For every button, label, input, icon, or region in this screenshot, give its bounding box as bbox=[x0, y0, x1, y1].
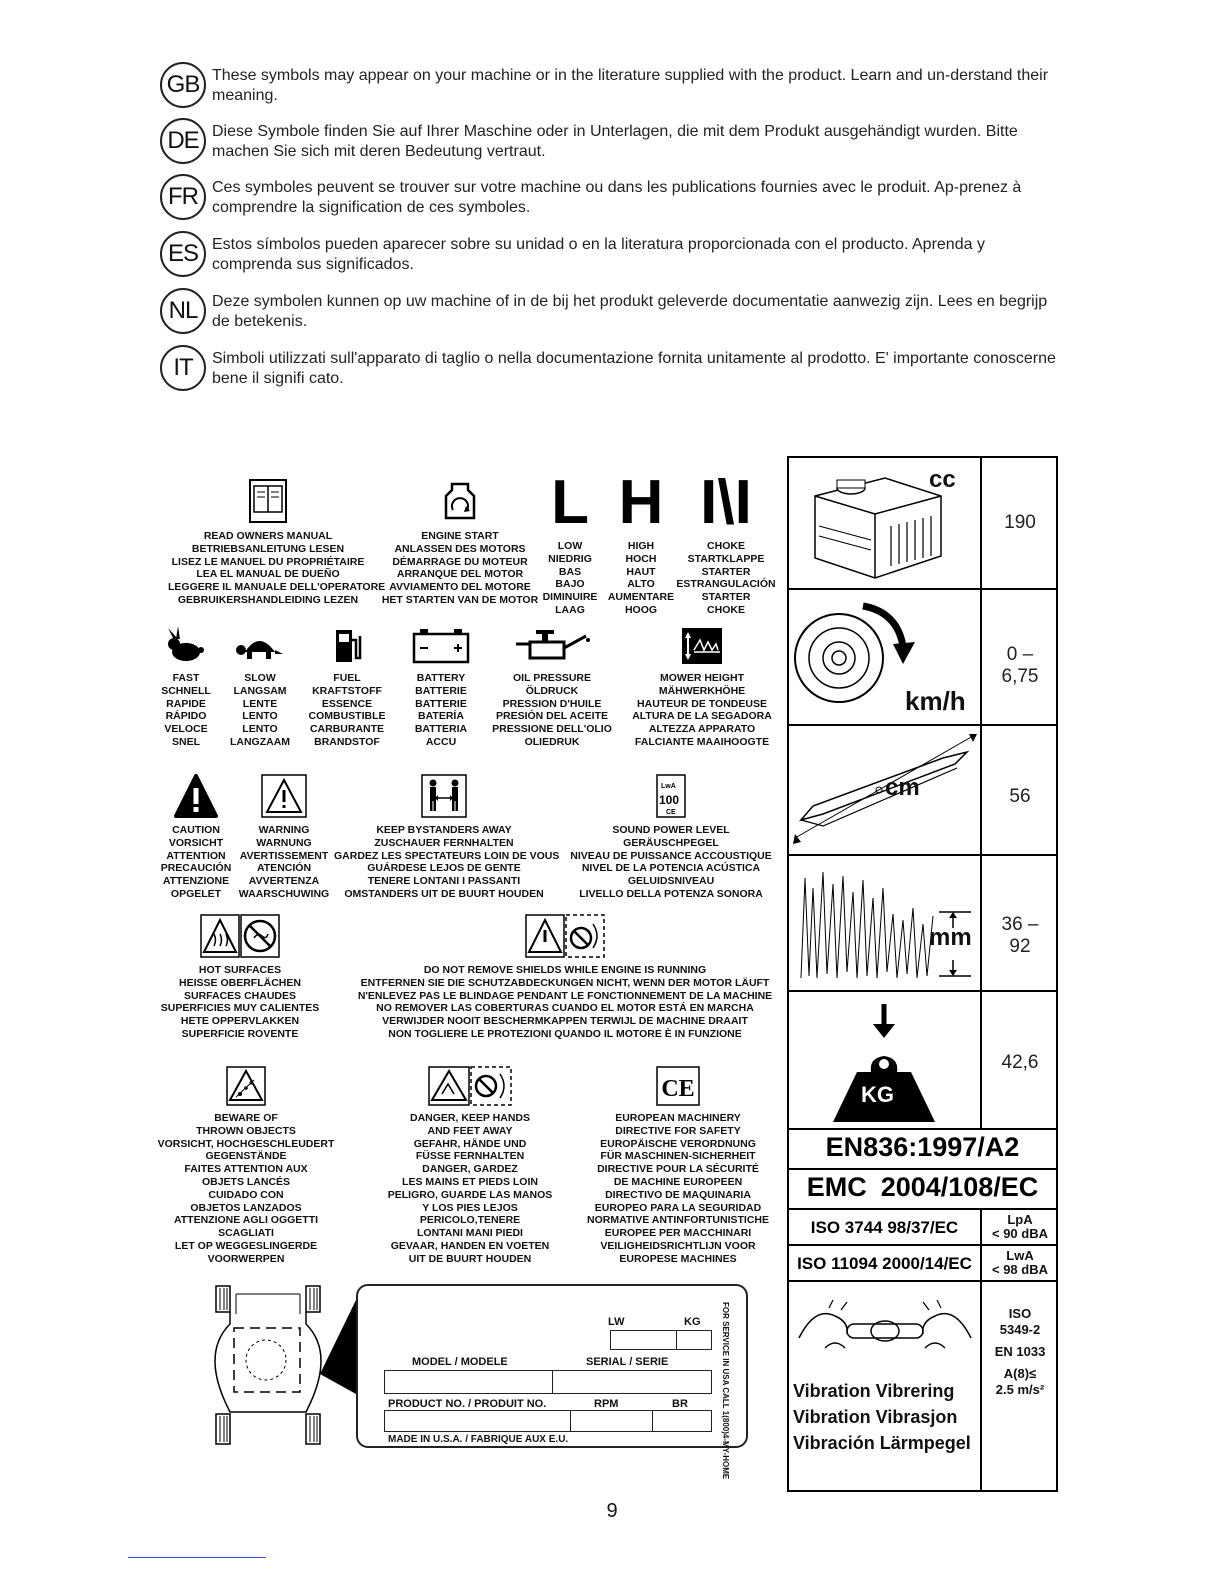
label-line: GEVAAR, HANDEN EN VOETEN bbox=[390, 1239, 550, 1252]
bystanders-group bbox=[334, 774, 560, 901]
plate-rpm-divider bbox=[570, 1410, 571, 1432]
manual-icon bbox=[168, 478, 368, 524]
label-line: THROWN OBJECTS bbox=[196, 1124, 296, 1137]
label-line: NORMATIVE ANTINFORTUNISTICHE bbox=[587, 1214, 769, 1227]
eu-directive-labels bbox=[580, 1112, 776, 1266]
label-line: DO NOT REMOVE SHIELDS WHILE ENGINE IS RUNNING bbox=[423, 964, 707, 976]
vib-std-line: A(8)≤ bbox=[1003, 1366, 1037, 1381]
battery-labels bbox=[396, 672, 486, 749]
speed-unit: km/h bbox=[905, 686, 966, 716]
label-line: AND FEET AWAY bbox=[427, 1124, 513, 1137]
label-line: ATTENTION bbox=[166, 849, 226, 862]
read-manual-group bbox=[168, 478, 386, 607]
thrown-objects-group bbox=[148, 1066, 344, 1266]
engine-start-group bbox=[380, 478, 540, 607]
label-line: LISEZ LE MANUEL DU PROPRIÉTAIRE bbox=[171, 555, 365, 568]
caution-icon bbox=[158, 774, 234, 818]
label-line: LONTANI MANI PIEDI bbox=[417, 1227, 523, 1240]
label-line: LEGGERE IL MANUALE DELL'OPERATORE bbox=[168, 581, 386, 594]
plate-br-divider bbox=[652, 1410, 653, 1432]
label-line: BATERÍA bbox=[418, 710, 464, 723]
gb-badge: GB bbox=[160, 62, 206, 108]
label-line: ALTO bbox=[627, 578, 655, 591]
label-line: SOUND POWER LEVEL bbox=[612, 824, 730, 836]
label-line: FAST bbox=[172, 672, 200, 684]
page-number: 9 bbox=[606, 1500, 618, 1522]
label-line: ENGINE START bbox=[421, 530, 499, 542]
label-line: HIGH bbox=[627, 540, 655, 552]
product-label-plate bbox=[356, 1284, 748, 1480]
label-line: NIVEL DE LA POTENCIA ACÚSTICA bbox=[581, 862, 761, 875]
label-line: BATTERIE bbox=[415, 697, 467, 710]
fuel-labels bbox=[300, 672, 394, 749]
label-line: FALCIANTE MAAIHOOGTE bbox=[634, 735, 770, 748]
speed-value-line-1: 0 – bbox=[1006, 644, 1034, 665]
label-line: WARNUNG bbox=[256, 836, 312, 849]
label-line: LANGSAM bbox=[233, 684, 287, 697]
vibration-line-1: Vibration Vibrering bbox=[793, 1381, 955, 1401]
intro-fr bbox=[160, 178, 1060, 220]
label-line: KRAFTSTOFF bbox=[312, 684, 382, 697]
fuel-group bbox=[300, 626, 394, 749]
label-line: HET STARTEN VAN DE MOTOR bbox=[381, 593, 539, 606]
label-line: OBJETOS LANZADOS bbox=[190, 1201, 302, 1214]
intro-it bbox=[160, 349, 1060, 391]
de-badge: DE bbox=[160, 118, 206, 164]
label-line: OPGELET bbox=[170, 887, 222, 900]
hands-feet-icon bbox=[372, 1066, 568, 1106]
shield-warning-icon bbox=[340, 914, 790, 958]
lpa-value: < 90 dBA bbox=[992, 1226, 1048, 1241]
weight-value: 42,6 bbox=[1001, 1052, 1039, 1073]
engine-row bbox=[789, 458, 1056, 590]
label-line: BRANDSTOF bbox=[314, 735, 380, 748]
engine-start-labels bbox=[380, 530, 540, 607]
low-group bbox=[540, 468, 600, 617]
plate-model-serial-divider bbox=[552, 1370, 553, 1394]
blade-row bbox=[789, 726, 1056, 856]
intro-fr-text: Ces symboles peuvent se trouver sur votre machine ou dans les publications fournies avec le produit. Ap-prenez à comprendre la signification de ces symboles. bbox=[212, 179, 1022, 216]
mini-ce: CE bbox=[666, 809, 676, 816]
label-line: DE MACHINE EUROPEEN bbox=[613, 1175, 743, 1188]
label-line: N'ENLEVEZ PAS LE BLINDAGE PENDANT LE FONCTIONNEMENT DE LA MACHINE bbox=[357, 989, 773, 1002]
ce-text: CE bbox=[661, 1076, 695, 1102]
sound-power-labels bbox=[556, 824, 786, 901]
label-line: GUÁRDESE LEJOS DE GENTE bbox=[367, 862, 521, 875]
choke-group bbox=[676, 468, 776, 617]
label-line: CUIDADO CON bbox=[208, 1188, 284, 1201]
fast-group bbox=[158, 626, 214, 749]
label-line: AUMENTARE bbox=[607, 591, 675, 604]
label-line: BAJO bbox=[555, 578, 585, 591]
label-line: DIRECTIVO DE MAQUINARIA bbox=[605, 1188, 751, 1201]
label-line: FUEL bbox=[333, 672, 361, 684]
iso-11094-text: ISO 11094 2000/14/EC bbox=[797, 1254, 972, 1273]
hands-feet-labels bbox=[372, 1112, 568, 1266]
label-line: VEILIGHEIDSRICHTLIJN VOOR bbox=[600, 1239, 756, 1252]
label-line: DIMINUIRE bbox=[542, 591, 598, 604]
label-line: HAUTEUR DE TONDEUSE bbox=[637, 697, 767, 710]
label-line: AVERTISSEMENT bbox=[239, 849, 329, 862]
hot-surface-icon bbox=[150, 914, 330, 958]
mower-height-group bbox=[624, 626, 780, 749]
label-line: STARTKLAPPE bbox=[687, 552, 765, 565]
it-badge: IT bbox=[160, 345, 206, 391]
label-line: CHOKE bbox=[707, 603, 745, 616]
engine-icon bbox=[795, 466, 945, 584]
intro-de bbox=[160, 122, 1060, 164]
label-line: GERÄUSCHPEGEL bbox=[623, 836, 719, 849]
vibration-standard bbox=[982, 1306, 1058, 1398]
label-line: CHOKE bbox=[707, 540, 745, 552]
label-line: FÜSSE FERNHALTEN bbox=[415, 1150, 525, 1163]
label-line: LIVELLO DELLA POTENZA SONORA bbox=[579, 887, 763, 900]
label-line: OIL PRESSURE bbox=[513, 672, 591, 684]
plate-product-rpm-box bbox=[384, 1410, 712, 1432]
label-line: BATTERY bbox=[416, 672, 466, 684]
label-line: NON TOGLIERE LE PROTEZIONI QUANDO IL MOTORE È IN FUNZIONE bbox=[388, 1027, 742, 1040]
label-line: PELIGRO, GUARDE LAS MANOS bbox=[387, 1188, 553, 1201]
blade-value: 56 bbox=[1009, 786, 1031, 807]
weight-row bbox=[789, 992, 1056, 1130]
oil-pressure-group bbox=[484, 626, 620, 749]
label-line: SURFACES CHAUDES bbox=[183, 989, 296, 1002]
warning-labels bbox=[236, 824, 332, 901]
height-row bbox=[789, 856, 1056, 992]
label-line: AVVIAMENTO DEL MOTORE bbox=[389, 581, 531, 594]
plate-model-serial-box bbox=[384, 1370, 712, 1394]
label-line: HOOG bbox=[624, 603, 658, 616]
label-line: READ OWNERS MANUAL bbox=[203, 530, 333, 542]
emc-prefix: EMC bbox=[806, 1172, 867, 1202]
vibration-hands-icon bbox=[795, 1298, 975, 1358]
intro-es bbox=[160, 235, 1060, 277]
label-line: HOCH bbox=[625, 552, 657, 565]
plate-kg-label: KG bbox=[684, 1316, 701, 1328]
mower-diagram bbox=[196, 1284, 356, 1450]
emc-value: 2004/108/EC bbox=[880, 1172, 1039, 1202]
read-manual-labels bbox=[168, 530, 386, 607]
label-line: Y LOS PIES LEJOS bbox=[422, 1201, 518, 1214]
slow-labels bbox=[224, 672, 296, 749]
label-line: TENERE LONTANI I PASSANTI bbox=[367, 875, 521, 888]
choke-labels bbox=[676, 540, 776, 617]
label-line: OLIEDRUK bbox=[524, 735, 580, 748]
intro-es-text: Estos símbolos pueden aparecer sobre su unidad o en la literatura proporcionada con el producto. Aprenda y comprenda sus significados. bbox=[212, 236, 985, 273]
plate-lw-kg-box bbox=[610, 1330, 712, 1350]
thrown-objects-labels bbox=[148, 1112, 344, 1266]
weight-unit: KG bbox=[861, 1082, 894, 1107]
label-line: PERICOLO,TENERE bbox=[419, 1214, 521, 1227]
label-line: BETRIEBSANLEITUNG LESEN bbox=[191, 542, 345, 555]
intro-it-text: Simboli utilizzati sull'apparato di taglio o nella documentazione fornita unitamente al prodotto. E' importante conoscerne bene il signifi cato. bbox=[212, 350, 1056, 387]
battery-group bbox=[396, 626, 486, 749]
warning-group bbox=[236, 774, 332, 901]
engine-value: 190 bbox=[1004, 512, 1036, 533]
fr-badge: FR bbox=[160, 174, 206, 220]
caution-labels bbox=[158, 824, 234, 901]
label-line: PRECAUCIÓN bbox=[160, 862, 232, 875]
label-line: STARTER bbox=[701, 565, 751, 578]
oil-can-icon bbox=[484, 626, 620, 666]
label-line: ZUSCHAUER FERNHALTEN bbox=[374, 836, 514, 849]
plate-br-label: BR bbox=[672, 1398, 688, 1410]
label-line: WARNING bbox=[258, 824, 310, 836]
label-line: ALTURA DE LA SEGADORA bbox=[632, 710, 772, 723]
oil-pressure-labels bbox=[484, 672, 620, 749]
intro-gb-text: These symbols may appear on your machine or in the literature supplied with the product. Learn and un-derstand their meaning. bbox=[212, 67, 1049, 104]
label-line: GEGENSTÄNDE bbox=[205, 1150, 287, 1163]
lwa-unit: LwA bbox=[1006, 1248, 1034, 1263]
label-line: ANLASSEN DES MOTORS bbox=[394, 542, 526, 555]
label-line: LET OP WEGGESLINGERDE bbox=[174, 1239, 318, 1252]
choke-symbol: I\I bbox=[700, 468, 752, 537]
label-line: NIVEAU DE PUISSANCE ACCOUSTIQUE bbox=[570, 849, 772, 862]
eu-directive-group bbox=[580, 1066, 776, 1266]
warning-icon bbox=[236, 774, 332, 818]
lpa-unit: LpA bbox=[1007, 1212, 1033, 1227]
label-line: GARDEZ LES SPECTATEURS LOIN DE VOUS bbox=[334, 849, 560, 862]
label-line: ENTFERNEN SIE DIE SCHUTZABDECKUNGEN NICHT, WENN DER MOTOR LÄUFT bbox=[360, 976, 770, 989]
high-group bbox=[604, 468, 678, 617]
label-line: MÄHWERKHÖHE bbox=[658, 684, 746, 697]
label-line: LAAG bbox=[555, 603, 585, 616]
label-line: NIEDRIG bbox=[548, 552, 592, 565]
plate-model-label: MODEL / MODELE bbox=[412, 1356, 508, 1368]
vib-std-line: EN 1033 bbox=[994, 1344, 1046, 1359]
high-symbol: H bbox=[618, 468, 664, 537]
label-line: PRESSIONE DELL'OLIO bbox=[492, 723, 612, 736]
intro-nl bbox=[160, 292, 1060, 334]
es-badge: ES bbox=[160, 231, 206, 277]
label-line: HETE OPPERVLAKKEN bbox=[180, 1015, 300, 1028]
label-line: LOW bbox=[557, 540, 583, 552]
label-line: ATTENZIONE AGLI OGGETTI bbox=[173, 1214, 319, 1227]
shields-group bbox=[340, 914, 790, 1041]
height-unit: mm bbox=[929, 924, 972, 951]
label-line: VORSICHT, HOCHGESCHLEUDERT bbox=[157, 1137, 335, 1150]
label-line: EUROPÄISCHE VERORDNUNG bbox=[600, 1137, 756, 1150]
label-line: STARTER bbox=[701, 591, 751, 604]
vib-std-line: 2.5 m/s² bbox=[995, 1382, 1045, 1397]
mini-lwa-value: 100 bbox=[659, 793, 680, 807]
plate-rpm-label: RPM bbox=[594, 1398, 619, 1410]
label-line: DIRECTIVE FOR SAFETY bbox=[615, 1124, 741, 1137]
fast-labels bbox=[158, 672, 214, 749]
label-line: VERWIJDER NOOIT BESCHERMKAPPEN TERWIJL DE MACHINE DRAAIT bbox=[382, 1015, 748, 1028]
label-line: LENTE bbox=[242, 697, 278, 710]
engine-start-icon bbox=[380, 478, 540, 524]
label-line: CAUTION bbox=[172, 824, 220, 836]
wheel-icon bbox=[793, 598, 923, 716]
en-standard-row bbox=[789, 1130, 1056, 1170]
label-line: UIT DE BUURT HOUDEN bbox=[408, 1252, 532, 1265]
vibration-line-2: Vibration Vibrasjon bbox=[793, 1407, 958, 1427]
label-line: OBJETS LANCÉS bbox=[201, 1175, 291, 1188]
iso-3744-row bbox=[789, 1210, 1056, 1246]
label-line: BATTERIE bbox=[415, 684, 467, 697]
label-line: ACCU bbox=[425, 735, 457, 748]
nl-badge: NL bbox=[160, 288, 206, 334]
intro-gb bbox=[160, 66, 1060, 108]
high-labels bbox=[604, 540, 678, 617]
label-line: DANGER, GARDEZ bbox=[422, 1163, 518, 1176]
en-standard: EN836:1997/A2 bbox=[825, 1132, 1020, 1162]
plate-made-in: MADE IN U.S.A. / FABRIQUE AUX E.U. bbox=[388, 1434, 569, 1445]
label-line: BAS bbox=[558, 565, 582, 578]
label-line: VORSICHT bbox=[168, 836, 224, 849]
label-line: LENTO bbox=[242, 723, 278, 736]
label-line: CARBURANTE bbox=[309, 723, 385, 736]
label-line: SCAGLIATI bbox=[218, 1227, 274, 1240]
label-line: NO REMOVER LAS COBERTURAS CUANDO EL MOTOR ESTÁ EN MARCHA bbox=[376, 1002, 754, 1015]
label-line: SUPERFICIES MUY CALIENTES bbox=[160, 1002, 320, 1015]
label-line: DIRECTIVE POUR LA SÉCURITÉ bbox=[597, 1163, 759, 1176]
label-line: GEFAHR, HÄNDE UND bbox=[413, 1137, 527, 1150]
label-line: ATTENZIONE bbox=[162, 875, 230, 888]
label-line: MOWER HEIGHT bbox=[660, 672, 744, 684]
label-line: VOORWERPEN bbox=[207, 1252, 285, 1265]
ce-mark-icon bbox=[580, 1066, 776, 1106]
label-line: BATTERIA bbox=[414, 723, 468, 736]
label-line: AVVERTENZA bbox=[248, 875, 320, 888]
intro-nl-text: Deze symbolen kunnen op uw machine of in de bij het produkt geleverde documentatie aanwezig zijn. Lees en begrijp de betekenis. bbox=[212, 293, 1048, 330]
low-symbol: L bbox=[551, 468, 589, 537]
plate-service-text: FOR SERVICE IN USA CALL 1(800)4-MY-HOME bbox=[721, 1302, 730, 1480]
mower-height-labels bbox=[624, 672, 780, 749]
label-line: PRESSION D'HUILE bbox=[502, 697, 602, 710]
vib-std-line: 5349-2 bbox=[999, 1322, 1041, 1337]
sound-level-icon bbox=[556, 774, 786, 818]
slow-group bbox=[224, 626, 296, 749]
label-line: ARRANQUE DEL MOTOR bbox=[396, 568, 524, 581]
label-line: ATENCIÓN bbox=[256, 862, 312, 875]
label-line: ESTRANGULACIÓN bbox=[676, 578, 776, 591]
label-line: ÖLDRUCK bbox=[525, 684, 579, 697]
label-line: ALTEZZA APPARATO bbox=[648, 723, 756, 736]
label-line: LES MAINS ET PIEDS LOIN bbox=[402, 1175, 538, 1188]
label-line: ESSENCE bbox=[321, 697, 373, 710]
vibration-labels bbox=[793, 1378, 971, 1456]
hands-feet-group bbox=[372, 1066, 568, 1266]
blade-unit: cm bbox=[885, 774, 920, 801]
label-line: WAARSCHUWING bbox=[238, 887, 330, 900]
label-line: SLOW bbox=[244, 672, 276, 684]
label-line: GELUIDSNIVEAU bbox=[627, 875, 715, 888]
label-line: COMBUSTIBLE bbox=[308, 710, 386, 723]
plate-lw-kg-divider bbox=[676, 1330, 677, 1350]
speed-value-line-2: 6,75 bbox=[1001, 666, 1039, 687]
iso-3744-text: ISO 3744 98/37/EC bbox=[810, 1218, 959, 1237]
label-line: EUROPESE MACHINES bbox=[619, 1252, 737, 1265]
label-line: DÉMARRAGE DU MOTEUR bbox=[392, 555, 528, 568]
height-value-line-2: 92 bbox=[1009, 936, 1031, 957]
label-line: FAITES ATTENTION AUX bbox=[184, 1163, 308, 1176]
iso-11094-row bbox=[789, 1246, 1056, 1282]
lwa-value: < 98 dBA bbox=[992, 1262, 1048, 1277]
shields-labels bbox=[340, 964, 790, 1041]
label-line: PRESIÓN DEL ACEITE bbox=[495, 710, 609, 723]
label-line: LANGZAAM bbox=[229, 735, 291, 748]
sound-power-group bbox=[556, 774, 786, 901]
label-line: HOT SURFACES bbox=[198, 964, 282, 976]
height-value-line-1: 36 – bbox=[1001, 914, 1039, 935]
caution-group bbox=[158, 774, 234, 901]
plate-lw-label: LW bbox=[608, 1316, 625, 1328]
bystanders-icon bbox=[334, 774, 554, 818]
low-labels bbox=[540, 540, 600, 617]
label-line: GEBRUIKERSHANDLEIDING LEZEN bbox=[177, 593, 359, 606]
bystanders-labels bbox=[334, 824, 560, 901]
label-line: DANGER, KEEP HANDS bbox=[410, 1112, 530, 1124]
vib-std-line: ISO bbox=[1008, 1306, 1032, 1321]
label-line: KEEP BYSTANDERS AWAY bbox=[376, 824, 512, 836]
label-line: EUROPEE PER MACCHINARI bbox=[604, 1227, 752, 1240]
turtle-icon bbox=[224, 626, 296, 666]
vibration-line-3: Vibración Lärmpegel bbox=[793, 1433, 971, 1453]
spec-table bbox=[787, 456, 1058, 1492]
intro-de-text: Diese Symbole finden Sie auf Ihrer Maschine oder in Unterlagen, die mit dem Produkt ausgehändigt wurden. Bitte machen Sie sich mit deren Bedeutung vertraut. bbox=[212, 123, 1018, 160]
label-line: RÁPIDO bbox=[165, 710, 207, 723]
mower-height-icon bbox=[624, 626, 780, 666]
label-line: EUROPEO PARA LA SEGURIDAD bbox=[594, 1201, 762, 1214]
label-line: SCHNELL bbox=[161, 684, 211, 697]
emc-row bbox=[789, 1170, 1056, 1210]
label-line: LENTO bbox=[242, 710, 278, 723]
emc-text bbox=[789, 1172, 1056, 1203]
plate-product-label: PRODUCT NO. / PRODUIT NO. bbox=[388, 1398, 547, 1410]
label-line: EUROPEAN MACHINERY bbox=[615, 1112, 741, 1124]
label-line: VELOCE bbox=[164, 723, 208, 736]
label-line: HEISSE OBERFLÄCHEN bbox=[179, 976, 301, 989]
label-line: HAUT bbox=[626, 565, 656, 578]
label-line: OMSTANDERS UIT DE BUURT HOUDEN bbox=[344, 887, 544, 900]
footnote-separator bbox=[128, 1557, 266, 1558]
label-line: BEWARE OF bbox=[214, 1112, 278, 1124]
mini-lwa-unit: LwA bbox=[661, 783, 676, 790]
fuel-pump-icon bbox=[300, 626, 394, 666]
label-line: RAPIDE bbox=[166, 697, 206, 710]
label-line: FÜR MASCHINEN-SICHERHEIT bbox=[600, 1150, 756, 1163]
label-line: SUPERFICIE ROVENTE bbox=[181, 1027, 299, 1040]
engine-unit: cc bbox=[929, 466, 956, 493]
speed-row bbox=[789, 590, 1056, 726]
label-line: SNEL bbox=[171, 735, 200, 748]
label-line: LEA EL MANUAL DE DUEÑO bbox=[196, 568, 340, 581]
thrown-objects-icon bbox=[148, 1066, 344, 1106]
plate-serial-label: SERIAL / SERIE bbox=[586, 1356, 669, 1368]
rabbit-icon bbox=[158, 626, 214, 666]
vibration-row bbox=[789, 1282, 1056, 1490]
hot-surfaces-group bbox=[150, 914, 330, 1041]
battery-icon bbox=[396, 626, 486, 666]
hot-surfaces-labels bbox=[150, 964, 330, 1041]
